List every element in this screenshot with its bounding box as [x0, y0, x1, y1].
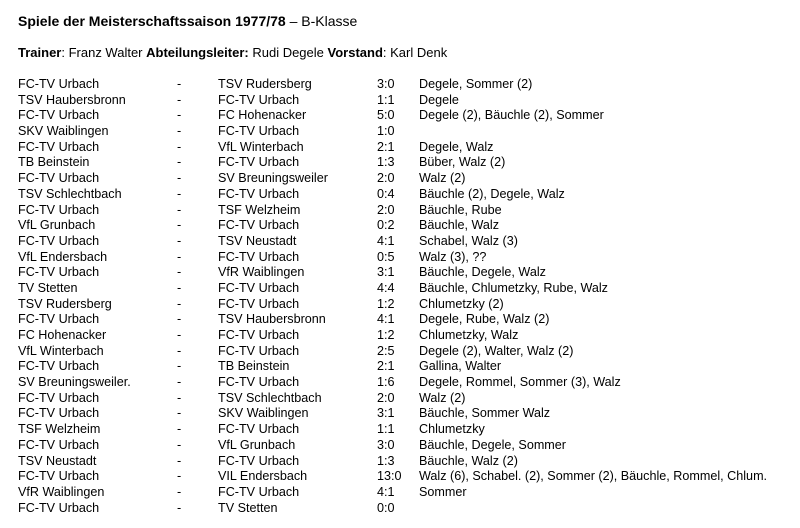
match-score: 13:0 [377, 469, 402, 484]
game-row [0, 140, 800, 156]
game-row [0, 218, 800, 234]
goal-scorers: Degele, Rube, Walz (2) [419, 312, 550, 327]
match-score: 2:0 [377, 390, 395, 405]
match-separator: - [177, 249, 182, 264]
match-separator: - [177, 469, 182, 484]
game-row [0, 297, 800, 313]
match-score: 2:0 [377, 202, 395, 217]
goal-scorers: Bäuchle (2), Degele, Walz [419, 186, 565, 201]
match-separator: - [177, 171, 182, 186]
home-team: SV Breuningsweiler. [18, 375, 131, 390]
match-score: 4:1 [377, 312, 395, 327]
home-team: FC-TV Urbach [18, 312, 100, 327]
home-team: VfR Waiblingen [18, 484, 105, 499]
away-team: TSV Rudersberg [218, 77, 312, 91]
match-separator: - [177, 437, 182, 452]
away-team: VfL Grunbach [218, 437, 296, 452]
abteilungsleiter-label: Abteilungsleiter: [146, 45, 249, 60]
home-team: FC-TV Urbach [18, 265, 100, 280]
game-row [0, 250, 800, 266]
match-score: 1:2 [377, 296, 395, 311]
away-team: SKV Waiblingen [218, 406, 309, 421]
match-score: 0:4 [377, 186, 395, 201]
match-score: 2:0 [377, 171, 395, 186]
match-separator: - [177, 296, 182, 311]
home-team: FC-TV Urbach [18, 359, 100, 374]
home-team: TSV Neustadt [18, 453, 97, 468]
match-score: 1:2 [377, 328, 395, 342]
game-row [0, 124, 800, 140]
away-team: TSV Haubersbronn [218, 312, 326, 327]
away-team: FC-TV Urbach [218, 484, 300, 499]
away-team: VfL Winterbach [218, 139, 304, 154]
goal-scorers: Walz (3), ?? [419, 249, 487, 264]
goal-scorers: Degele [419, 92, 459, 107]
away-team: FC-TV Urbach [218, 92, 300, 107]
game-row [0, 171, 800, 187]
away-team: FC-TV Urbach [218, 218, 300, 233]
game-row [0, 93, 800, 109]
home-team: TSV Haubersbronn [18, 92, 126, 107]
home-team: TSV Schlechtbach [18, 186, 122, 201]
goal-scorers: Bäuchle, Sommer Walz [419, 406, 551, 421]
away-team: TSV Schlechtbach [218, 390, 322, 405]
match-score: 3:0 [377, 77, 395, 91]
match-score: 1:3 [377, 155, 395, 170]
game-row [0, 344, 800, 360]
game-row [0, 406, 800, 422]
goal-scorers: Walz (6), Schabel. (2), Sommer (2), Bäuchle, Rommel, Chlum. [419, 469, 768, 484]
home-team: VfL Endersbach [18, 249, 108, 264]
match-score: 1:1 [377, 422, 395, 437]
away-team: SV Breuningsweiler [218, 171, 328, 186]
match-separator: - [177, 108, 182, 123]
vorstand-label: Vorstand [327, 45, 383, 60]
away-team: FC-TV Urbach [218, 328, 300, 342]
match-score: 5:0 [377, 108, 395, 123]
game-row [0, 501, 800, 517]
away-team: TSV Neustadt [218, 233, 297, 248]
game-row [0, 187, 800, 203]
match-separator: - [177, 202, 182, 217]
home-team: FC-TV Urbach [18, 390, 100, 405]
home-team: TSF Welzheim [18, 422, 101, 437]
home-team: FC-TV Urbach [18, 171, 100, 186]
goal-scorers: Schabel, Walz (3) [419, 233, 518, 248]
match-separator: - [177, 139, 182, 154]
goal-scorers: Degele, Walz [419, 139, 494, 154]
away-team: FC-TV Urbach [218, 124, 300, 139]
game-row [0, 328, 800, 344]
match-separator: - [177, 343, 182, 358]
goal-scorers: Gallina, Walter [419, 359, 502, 374]
game-row [0, 108, 800, 124]
match-separator: - [177, 265, 182, 280]
page-title [18, 13, 357, 29]
game-row [0, 485, 800, 501]
home-team: FC-TV Urbach [18, 77, 100, 91]
match-score: 0:0 [377, 500, 395, 515]
goal-scorers: Degele (2), Walter, Walz (2) [419, 343, 574, 358]
away-team: VIL Endersbach [218, 469, 308, 484]
goal-scorers: Bäuchle, Walz [419, 218, 500, 233]
trainer-name: Franz Walter [68, 45, 143, 60]
match-separator: - [177, 218, 182, 233]
match-score: 1:3 [377, 453, 395, 468]
away-team: FC-TV Urbach [218, 280, 300, 295]
away-team: FC-TV Urbach [218, 453, 300, 468]
match-score: 0:2 [377, 218, 395, 233]
game-row [0, 312, 800, 328]
match-separator: - [177, 390, 182, 405]
match-score: 2:1 [377, 139, 395, 154]
game-row [0, 234, 800, 250]
home-team: FC-TV Urbach [18, 108, 100, 123]
match-score: 3:1 [377, 265, 395, 280]
match-score: 3:1 [377, 406, 395, 421]
goal-scorers: Bäuchle, Chlumetzky, Rube, Walz [419, 280, 608, 295]
home-team: TV Stetten [18, 280, 78, 295]
match-score: 3:0 [377, 437, 395, 452]
goal-scorers: Büber, Walz (2) [419, 155, 506, 170]
match-separator: - [177, 359, 182, 374]
match-separator: - [177, 453, 182, 468]
home-team: VfL Grunbach [18, 218, 96, 233]
trainer-label: Trainer [18, 45, 62, 60]
home-team: FC-TV Urbach [18, 437, 100, 452]
home-team: TSV Rudersberg [18, 296, 112, 311]
goal-scorers: Walz (2) [419, 171, 466, 186]
match-separator: - [177, 77, 182, 91]
home-team: FC Hohenacker [18, 328, 107, 342]
match-separator: - [177, 375, 182, 390]
game-row [0, 281, 800, 297]
home-team: VfL Winterbach [18, 343, 104, 358]
home-team: TB Beinstein [18, 155, 90, 170]
goal-scorers: Degele (2), Bäuchle (2), Sommer [419, 108, 604, 123]
game-row [0, 469, 800, 485]
match-separator: - [177, 92, 182, 107]
game-row [0, 359, 800, 375]
away-team: FC-TV Urbach [218, 375, 300, 390]
goal-scorers: Walz (2) [419, 390, 466, 405]
away-team: FC Hohenacker [218, 108, 307, 123]
match-score: 4:1 [377, 233, 395, 248]
game-row [0, 438, 800, 454]
home-team: FC-TV Urbach [18, 469, 100, 484]
goal-scorers: Bäuchle, Rube [419, 202, 502, 217]
abteilungsleiter-name: Rudi Degele [252, 45, 324, 60]
away-team: FC-TV Urbach [218, 155, 300, 170]
match-score: 1:1 [377, 92, 395, 107]
match-score: 2:5 [377, 343, 395, 358]
match-separator: - [177, 500, 182, 515]
away-team: FC-TV Urbach [218, 186, 300, 201]
match-separator: - [177, 233, 182, 248]
match-score: 0:5 [377, 249, 395, 264]
home-team: FC-TV Urbach [18, 500, 100, 515]
game-row [0, 375, 800, 391]
away-team: FC-TV Urbach [218, 343, 300, 358]
away-team: VfR Waiblingen [218, 265, 305, 280]
game-row [0, 265, 800, 281]
goal-scorers: Chlumetzky (2) [419, 296, 504, 311]
title-main: Spiele der Meisterschaftssaison 1977/78 [18, 13, 286, 29]
match-separator: - [177, 406, 182, 421]
staff-line [18, 45, 447, 60]
home-team: FC-TV Urbach [18, 233, 100, 248]
game-row [0, 155, 800, 171]
match-separator: - [177, 422, 182, 437]
away-team: TB Beinstein [218, 359, 290, 374]
away-team: FC-TV Urbach [218, 296, 300, 311]
away-team: FC-TV Urbach [218, 422, 300, 437]
match-separator: - [177, 155, 182, 170]
game-row [0, 391, 800, 407]
match-score: 1:0 [377, 124, 395, 139]
goal-scorers: Bäuchle, Degele, Walz [419, 265, 546, 280]
match-score: 4:4 [377, 280, 395, 295]
goal-scorers: Chlumetzky [419, 422, 485, 437]
goal-scorers: Degele, Rommel, Sommer (3), Walz [419, 375, 621, 390]
trainer-separator: : [61, 45, 69, 60]
vorstand-name: Karl Denk [390, 45, 448, 60]
match-separator: - [177, 124, 182, 139]
title-class: – B-Klasse [289, 13, 358, 29]
away-team: FC-TV Urbach [218, 249, 300, 264]
match-separator: - [177, 328, 182, 342]
home-team: SKV Waiblingen [18, 124, 109, 139]
away-team: TSF Welzheim [218, 202, 301, 217]
home-team: FC-TV Urbach [18, 202, 100, 217]
game-row [0, 203, 800, 219]
game-row [0, 77, 800, 93]
match-score: 2:1 [377, 359, 395, 374]
home-team: FC-TV Urbach [18, 406, 100, 421]
home-team: FC-TV Urbach [18, 139, 100, 154]
match-separator: - [177, 484, 182, 499]
game-row [0, 422, 800, 438]
match-separator: - [177, 186, 182, 201]
goal-scorers: Chlumetzky, Walz [419, 328, 519, 342]
game-row [0, 454, 800, 470]
goal-scorers: Degele, Sommer (2) [419, 77, 533, 91]
goal-scorers: Bäuchle, Walz (2) [419, 453, 518, 468]
match-score: 1:6 [377, 375, 395, 390]
vorstand-separator: : [382, 45, 391, 60]
match-separator: - [177, 312, 182, 327]
games-list [0, 77, 800, 516]
goal-scorers: Bäuchle, Degele, Sommer [419, 437, 566, 452]
match-separator: - [177, 280, 182, 295]
match-score: 4:1 [377, 484, 395, 499]
away-team: TV Stetten [218, 500, 278, 515]
goal-scorers: Sommer [419, 484, 467, 499]
